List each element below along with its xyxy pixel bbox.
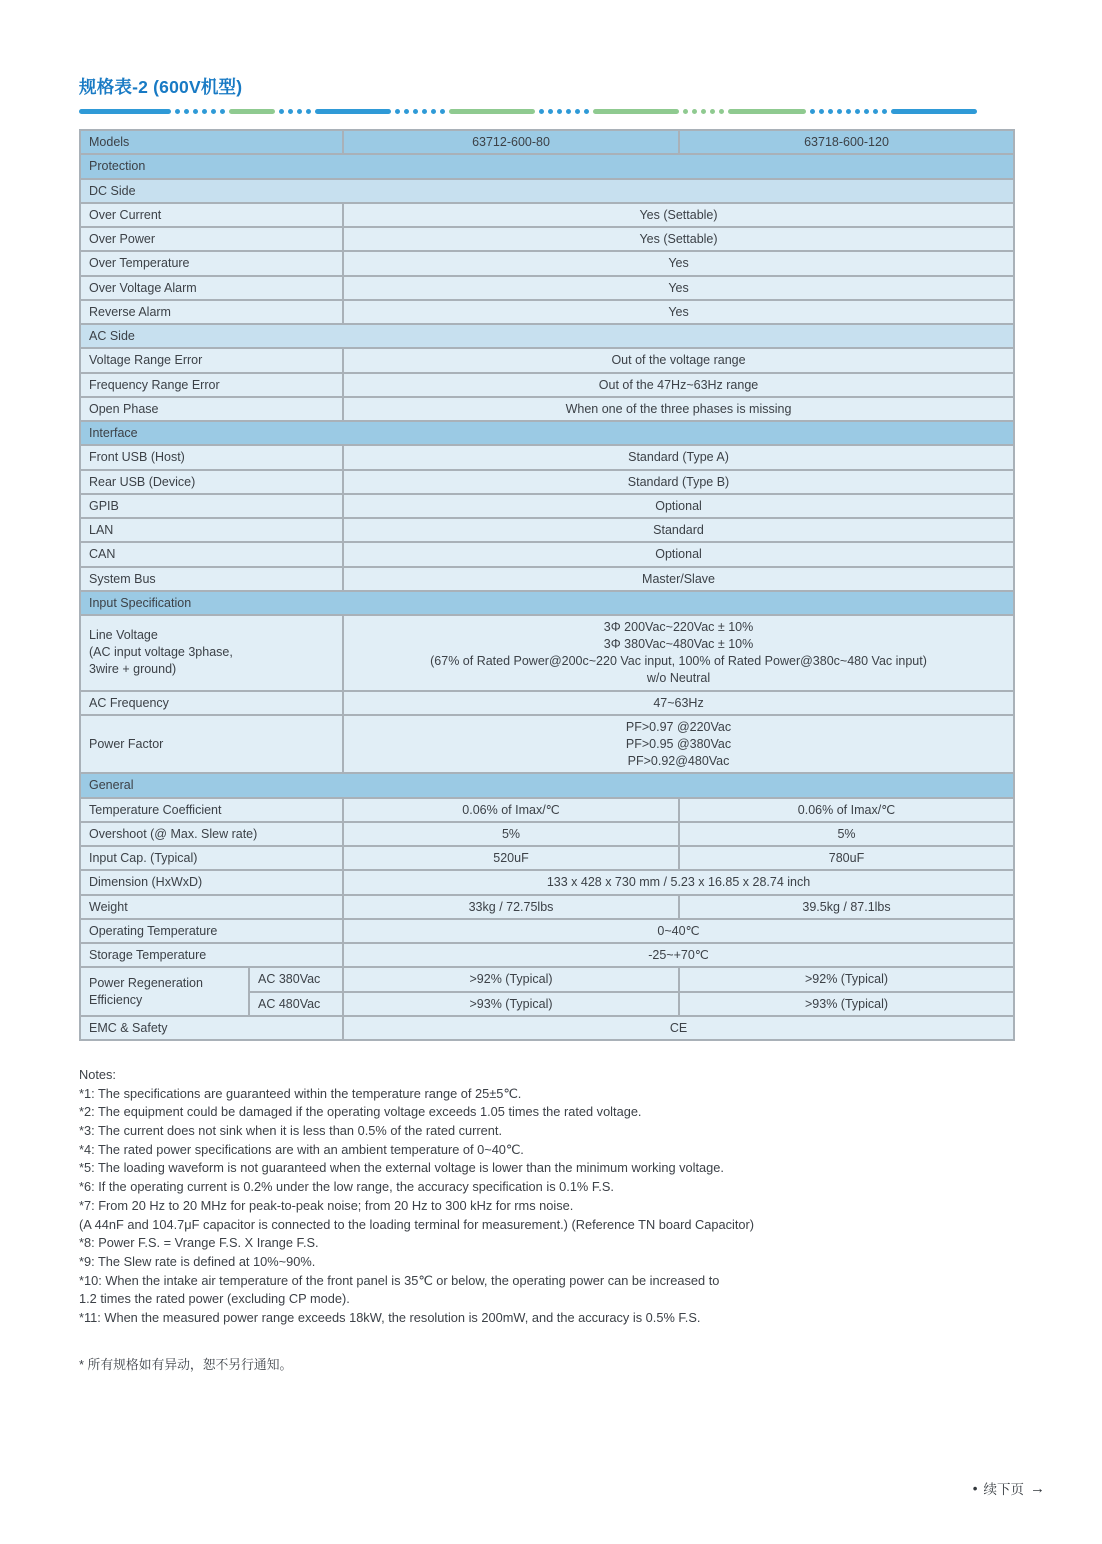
spec-value-cell: 133 x 428 x 730 mm / 5.23 x 16.85 x 28.74 inch: [343, 870, 1014, 894]
spec-label-cell: Front USB (Host): [80, 445, 343, 469]
note-line: *3: The current does not sink when it is less than 0.5% of the rated current.: [79, 1123, 503, 1139]
subsection-header-cell: DC Side: [80, 179, 1014, 203]
spec-value-cell: Standard (Type A): [343, 445, 1014, 469]
table-row: [80, 373, 1014, 397]
section-row: [80, 421, 1014, 445]
spec-value-cell: >93% (Typical): [343, 992, 679, 1016]
note-line: *5: The loading waveform is not guaranteed when the external voltage is lower than the minimum working voltage.: [79, 1160, 724, 1176]
divider-dot: [297, 109, 302, 114]
spec-label-cell: Over Power: [80, 227, 343, 251]
spec-label-cell: EMC & Safety: [80, 1016, 343, 1040]
divider-dot: [431, 109, 436, 114]
spec-label-cell: Power Regeneration Efficiency: [80, 967, 249, 1016]
divider-dot: [288, 109, 293, 114]
table-row: [80, 715, 1014, 774]
table-row: [80, 494, 1014, 518]
notes-heading: Notes:: [79, 1067, 116, 1083]
spec-label-cell: Overshoot (@ Max. Slew rate): [80, 822, 343, 846]
dotted-divider: [79, 108, 1013, 114]
note-line: 1.2 times the rated power (excluding CP mode).: [79, 1291, 350, 1307]
spec-value-cell: Standard (Type B): [343, 470, 1014, 494]
table-row: [80, 919, 1014, 943]
divider-dot: [184, 109, 189, 114]
cell-line: (67% of Rated Power@200c~220 Vac input, 100% of Rated Power@380c~480 Vac input): [430, 653, 927, 668]
divider-dot: [220, 109, 225, 114]
divider-bar: [891, 109, 977, 114]
table-row: [80, 615, 1014, 691]
divider-dot: [395, 109, 400, 114]
divider-dot: [683, 109, 688, 114]
continued-next-page: [973, 1478, 1045, 1498]
divider-dot: [202, 109, 207, 114]
spec-label-cell: Over Temperature: [80, 251, 343, 275]
divider-dot: [175, 109, 180, 114]
table-row: [80, 397, 1014, 421]
cell-line: 3wire + ground): [89, 662, 177, 677]
spec-label-cell: Temperature Coefficient: [80, 798, 343, 822]
note-line: *10: When the intake air temperature of the front panel is 35℃ or below, the operating power can be increased to: [79, 1272, 720, 1288]
divider-dot: [855, 109, 860, 114]
spec-label-cell: Input Cap. (Typical): [80, 846, 343, 870]
divider-dot: [846, 109, 851, 114]
divider-dot: [566, 109, 571, 114]
subsection-row: [80, 324, 1014, 348]
spec-disclaimer: * 所有规格如有异动，恕不另行通知。: [79, 1356, 293, 1372]
spec-value-cell: 47~63Hz: [343, 691, 1014, 715]
spec-label-cell: Operating Temperature: [80, 919, 343, 943]
spec-label-cell: GPIB: [80, 494, 343, 518]
spec-sublabel-cell: AC 480Vac: [249, 992, 343, 1016]
spec-label-cell: Frequency Range Error: [80, 373, 343, 397]
spec-label-cell: CAN: [80, 542, 343, 566]
spec-label-cell: Dimension (HxWxD): [80, 870, 343, 894]
note-line: *1: The specifications are guaranteed within the temperature range of 25±5℃.: [79, 1085, 522, 1101]
notes-section: [79, 1066, 1013, 1374]
table-row: [80, 300, 1014, 324]
spec-value-cell: Standard: [343, 518, 1014, 542]
notes-lines: [79, 1085, 1013, 1328]
spec-value-cell: Yes (Settable): [343, 203, 1014, 227]
divider-dot: [404, 109, 409, 114]
spec-value-cell: Yes: [343, 276, 1014, 300]
spec-label-cell: Voltage Range Error: [80, 348, 343, 372]
note-line: *2: The equipment could be damaged if the operating voltage exceeds 1.05 times the rated voltage.: [79, 1104, 642, 1120]
bullet-icon: •: [972, 1480, 978, 1496]
divider-dot: [719, 109, 724, 114]
divider-dot: [710, 109, 715, 114]
next-page-label: 续下页: [983, 1482, 1024, 1497]
spec-value-cell: 0.06% of Imax/℃: [343, 798, 679, 822]
note-line: *4: The rated power specifications are with an ambient temperature of 0~40℃.: [79, 1141, 524, 1157]
page-header: [79, 74, 1013, 114]
note-line: *11: When the measured power range exceeds 18kW, the resolution is 200mW, and the accuracy is 0.5% F.S.: [79, 1309, 701, 1325]
model-name-cell: 63718-600-120: [679, 130, 1014, 154]
divider-dot: [422, 109, 427, 114]
divider-dot: [306, 109, 311, 114]
subsection-row: [80, 179, 1014, 203]
spec-value-cell: 520uF: [343, 846, 679, 870]
section-row: [80, 154, 1014, 178]
spec-label-cell: Weight: [80, 895, 343, 919]
divider-dot: [810, 109, 815, 114]
cell-line: (AC input voltage 3phase,: [89, 645, 233, 660]
table-row: [80, 798, 1014, 822]
divider-dot: [864, 109, 869, 114]
spec-value-cell: [343, 615, 1014, 691]
spec-value-cell: 39.5kg / 87.1lbs: [679, 895, 1014, 919]
section-header-cell: Interface: [80, 421, 1014, 445]
spec-value-cell: 0.06% of Imax/℃: [679, 798, 1014, 822]
note-line: (A 44nF and 104.7μF capacitor is connected to the loading terminal for measurement.) (Reference TN board Capacitor): [79, 1216, 755, 1232]
spec-value-cell: >92% (Typical): [343, 967, 679, 991]
cell-line: 3Φ 380Vac~480Vac ± 10%: [603, 636, 754, 651]
spec-label-cell: Over Voltage Alarm: [80, 276, 343, 300]
spec-label-cell: [80, 615, 343, 691]
table-row: [80, 943, 1014, 967]
cell-line: PF>0.92@480Vac: [627, 753, 730, 768]
spec-value-cell: Optional: [343, 494, 1014, 518]
divider-dot: [837, 109, 842, 114]
spec-value-cell: 0~40℃: [343, 919, 1014, 943]
table-row: [80, 846, 1014, 870]
table-row: [80, 870, 1014, 894]
spec-value-cell: 5%: [679, 822, 1014, 846]
cell-line: 3Φ 200Vac~220Vac ± 10%: [603, 620, 754, 634]
divider-dot: [539, 109, 544, 114]
divider-dot: [211, 109, 216, 114]
models-label-cell: Models: [80, 130, 343, 154]
divider-dot: [440, 109, 445, 114]
divider-dot: [873, 109, 878, 114]
right-arrow-icon: →: [1030, 1479, 1045, 1497]
spec-sublabel-cell: AC 380Vac: [249, 967, 343, 991]
divider-bar: [79, 109, 171, 114]
table-row: [80, 518, 1014, 542]
spec-value-cell: Out of the 47Hz~63Hz range: [343, 373, 1014, 397]
spec-value-cell: Out of the voltage range: [343, 348, 1014, 372]
table-row: [80, 895, 1014, 919]
table-row: [80, 348, 1014, 372]
spec-value-cell: >93% (Typical): [679, 992, 1014, 1016]
divider-dot: [575, 109, 580, 114]
table-row: [80, 1016, 1014, 1040]
divider-dot: [193, 109, 198, 114]
table-row: [80, 445, 1014, 469]
cell-line: w/o Neutral: [646, 670, 711, 685]
table-row: [80, 227, 1014, 251]
table-row: [80, 542, 1014, 566]
note-line: *8: Power F.S. = Vrange F.S. X Irange F.S.: [79, 1235, 319, 1251]
spec-value-cell: CE: [343, 1016, 1014, 1040]
section-row: [80, 591, 1014, 615]
spec-value-cell: 33kg / 72.75lbs: [343, 895, 679, 919]
spec-label-cell: Reverse Alarm: [80, 300, 343, 324]
model-name-cell: 63712-600-80: [343, 130, 679, 154]
divider-dot: [701, 109, 706, 114]
spec-value-cell: >92% (Typical): [679, 967, 1014, 991]
table-row: [80, 276, 1014, 300]
table-row: [80, 203, 1014, 227]
note-line: *9: The Slew rate is defined at 10%~90%.: [79, 1253, 316, 1269]
divider-bar: [449, 109, 535, 114]
spec-label-cell: Open Phase: [80, 397, 343, 421]
cell-line: PF>0.95 @380Vac: [625, 736, 732, 751]
page-content: [0, 74, 1102, 1374]
divider-dot: [819, 109, 824, 114]
spec-label-cell: Power Factor: [80, 715, 343, 774]
spec-label-cell: Storage Temperature: [80, 943, 343, 967]
spec-table: [79, 129, 1015, 1041]
spec-value-cell: [343, 715, 1014, 774]
note-line: *6: If the operating current is 0.2% under the low range, the accuracy specification is 0.1% F.S.: [79, 1179, 614, 1195]
section-row: [80, 773, 1014, 797]
spec-label-cell: Over Current: [80, 203, 343, 227]
divider-dot: [548, 109, 553, 114]
cell-line: Line Voltage: [89, 628, 158, 643]
subsection-header-cell: AC Side: [80, 324, 1014, 348]
table-row: [80, 251, 1014, 275]
spec-label-cell: AC Frequency: [80, 691, 343, 715]
models-row: [80, 130, 1014, 154]
spec-value-cell: Optional: [343, 542, 1014, 566]
divider-bar: [315, 109, 391, 114]
table-row: [80, 822, 1014, 846]
divider-dot: [279, 109, 284, 114]
section-header-cell: General: [80, 773, 1014, 797]
cell-line: PF>0.97 @220Vac: [625, 719, 732, 734]
table-row: [80, 691, 1014, 715]
spec-value-cell: When one of the three phases is missing: [343, 397, 1014, 421]
divider-dot: [882, 109, 887, 114]
section-header-cell: Input Specification: [80, 591, 1014, 615]
spec-value-cell: -25~+70℃: [343, 943, 1014, 967]
spec-label-cell: System Bus: [80, 567, 343, 591]
divider-dot: [413, 109, 418, 114]
page-title: 规格表-2 (600V机型): [79, 77, 243, 97]
divider-bar: [229, 109, 275, 114]
note-line: *7: From 20 Hz to 20 MHz for peak-to-peak noise; from 20 Hz to 300 kHz for rms noise.: [79, 1197, 574, 1213]
spec-value-cell: Yes: [343, 300, 1014, 324]
table-row: [80, 567, 1014, 591]
spec-value-cell: Master/Slave: [343, 567, 1014, 591]
divider-bar: [728, 109, 806, 114]
spec-value-cell: 5%: [343, 822, 679, 846]
table-row: [80, 967, 1014, 991]
spec-value-cell: Yes: [343, 251, 1014, 275]
spec-value-cell: Yes (Settable): [343, 227, 1014, 251]
spec-value-cell: 780uF: [679, 846, 1014, 870]
divider-bar: [593, 109, 679, 114]
spec-label-cell: Rear USB (Device): [80, 470, 343, 494]
spec-label-cell: LAN: [80, 518, 343, 542]
divider-dot: [692, 109, 697, 114]
divider-dot: [557, 109, 562, 114]
divider-dot: [828, 109, 833, 114]
table-row: [80, 470, 1014, 494]
divider-dot: [584, 109, 589, 114]
section-header-cell: Protection: [80, 154, 1014, 178]
